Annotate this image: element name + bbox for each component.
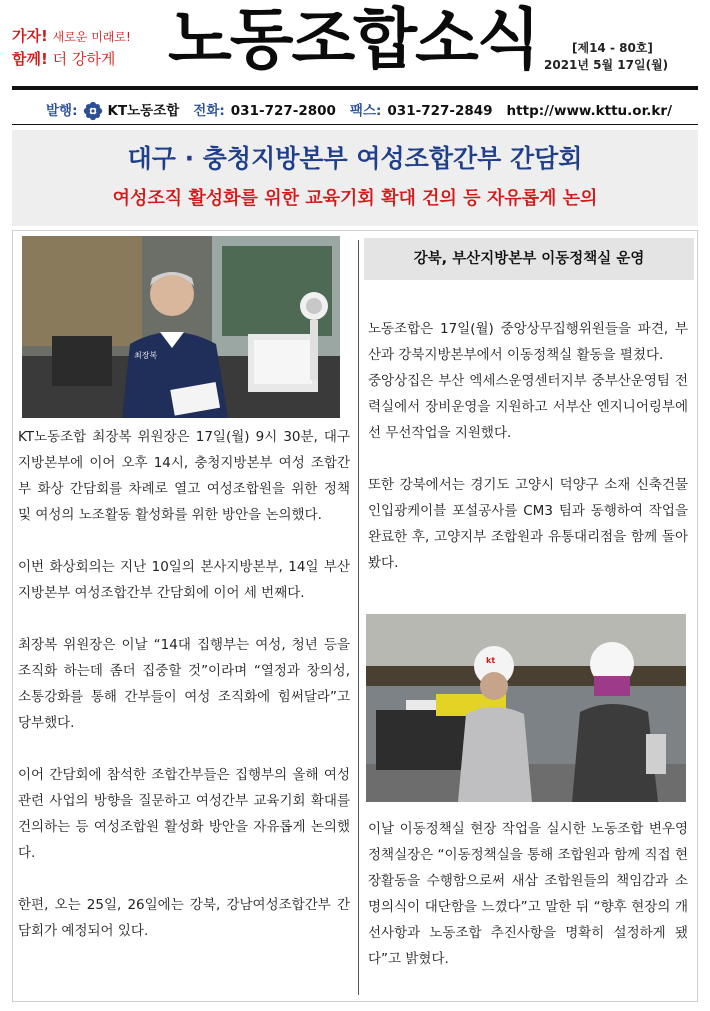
side-closing-paragraph: 이날 이동정책실 현장 작업을 실시한 노동조합 변우영 정책실장은 “이동정책실을 통해 조합원과 함께 직접 현장활동을 수행함으로써 새삼 조합원들의 책임감과 소명의식이 대단함을 느꼈다”고 말한 뒤 “향후 현장의 개선사항과 노동조합 추진사항을 명확히 설정하게 됐다”고 밝혔다. xyxy=(368,821,688,967)
fax-label: 팩스: xyxy=(349,103,382,119)
contact-bar xyxy=(46,100,686,122)
main-paragraph: 이어 간담회에 참석한 조합간부들은 집행부의 올해 여성 관련 사업의 방향을 질문하고 여성간부 교육기회 확대를 건의하는 등 여성조합원 활성화 방안을 자유롭게 논의했다. xyxy=(18,767,350,861)
main-paragraph: KT노동조합 최장복 위원장은 17일(월) 9시 30분, 대구지방본부에 이어 오후 14시, 충청지방본부 여성 조합간부 화상 간담회를 차례로 열고 여성조합원을 위한 정책 및 여성의 노조활동 활성화를 위한 방안을 논의했다. xyxy=(18,429,350,523)
phone-number: 031-727-2800 xyxy=(230,103,336,119)
issue-date: 2021년 5월 17일(월) xyxy=(544,58,669,72)
slogan-future: 새로운 미래로! xyxy=(52,30,131,44)
website-link[interactable]: http://www.kttu.or.kr/ xyxy=(506,103,672,119)
slogan-together: 함께! xyxy=(12,50,48,68)
main-headline: 대구 · 충청지방본부 여성조합간부 간담회 xyxy=(127,144,583,173)
side-paragraph: 또한 강북에서는 경기도 고양시 덕양구 소재 신축건물 인입광케이블 포설공사를 CM3 팀과 동행하여 작업을 완료한 후, 고양지부 조합원과 유통대리점을 함께 돌아봤다. xyxy=(368,477,688,571)
kt-union-logo-icon xyxy=(83,101,103,121)
side-article-title: 강북, 부산지방본부 이동정책실 운영 xyxy=(413,251,645,267)
photo-video-meeting xyxy=(22,236,340,418)
contact-rule xyxy=(12,124,698,125)
newsletter-title: 노동조합소식 xyxy=(168,1,539,78)
photo-field-work xyxy=(366,614,686,802)
main-paragraph: 이번 화상회의는 지난 10일의 본사지방본부, 14일 부산지방본부 여성조합간부 간담회에 이어 세 번째다. xyxy=(18,559,350,601)
phone-label: 전화: xyxy=(193,103,225,119)
slogan-go: 가자! xyxy=(12,27,48,45)
slogan-stronger: 더 강하게 xyxy=(52,50,116,68)
main-paragraph: 최장복 위원장은 이날 “14대 집행부는 여성, 청년 등을 조직화 하는데 좀더 집중할 것”이라며 “열정과 창의성, 소통강화를 통해 간부들이 여성 조직화에 힘써달라”고 당부했다. xyxy=(18,637,350,731)
side-article-body xyxy=(368,316,688,602)
issue-number: [제14 - 80호] xyxy=(572,41,653,55)
slogan xyxy=(12,26,162,69)
vest-name-tag: 최장복 xyxy=(134,351,158,360)
headline-banner xyxy=(12,130,698,226)
publisher-label: 발행: xyxy=(46,103,78,119)
helmet-logo-text: kt xyxy=(486,656,496,665)
main-article-body xyxy=(18,424,350,970)
masthead-rule xyxy=(12,86,698,90)
main-subheadline: 여성조직 활성화를 위한 교육기회 확대 건의 등 자유롭게 논의 xyxy=(112,188,598,209)
fax-number: 031-727-2849 xyxy=(387,103,493,119)
publisher-name: KT노동조합 xyxy=(107,103,180,119)
main-paragraph: 한편, 오는 25일, 26일에는 강북, 강남여성조합간부 간담회가 예정되어 있다. xyxy=(18,897,350,939)
side-article-closing xyxy=(368,816,688,972)
column-divider xyxy=(358,240,359,995)
side-paragraph: 노동조합은 17일(월) 중앙상무집행위원들을 파견, 부산과 강북지방본부에서 이동정책실 활동을 펼쳤다. 중앙상집은 부산 엑세스운영센터지부 중부산운영팀 전력실에서 장비운영을 지원하고 서부산 엔지니어링부에선 무선작업을 지원했다. xyxy=(368,321,688,441)
side-article-title-box xyxy=(364,238,694,280)
